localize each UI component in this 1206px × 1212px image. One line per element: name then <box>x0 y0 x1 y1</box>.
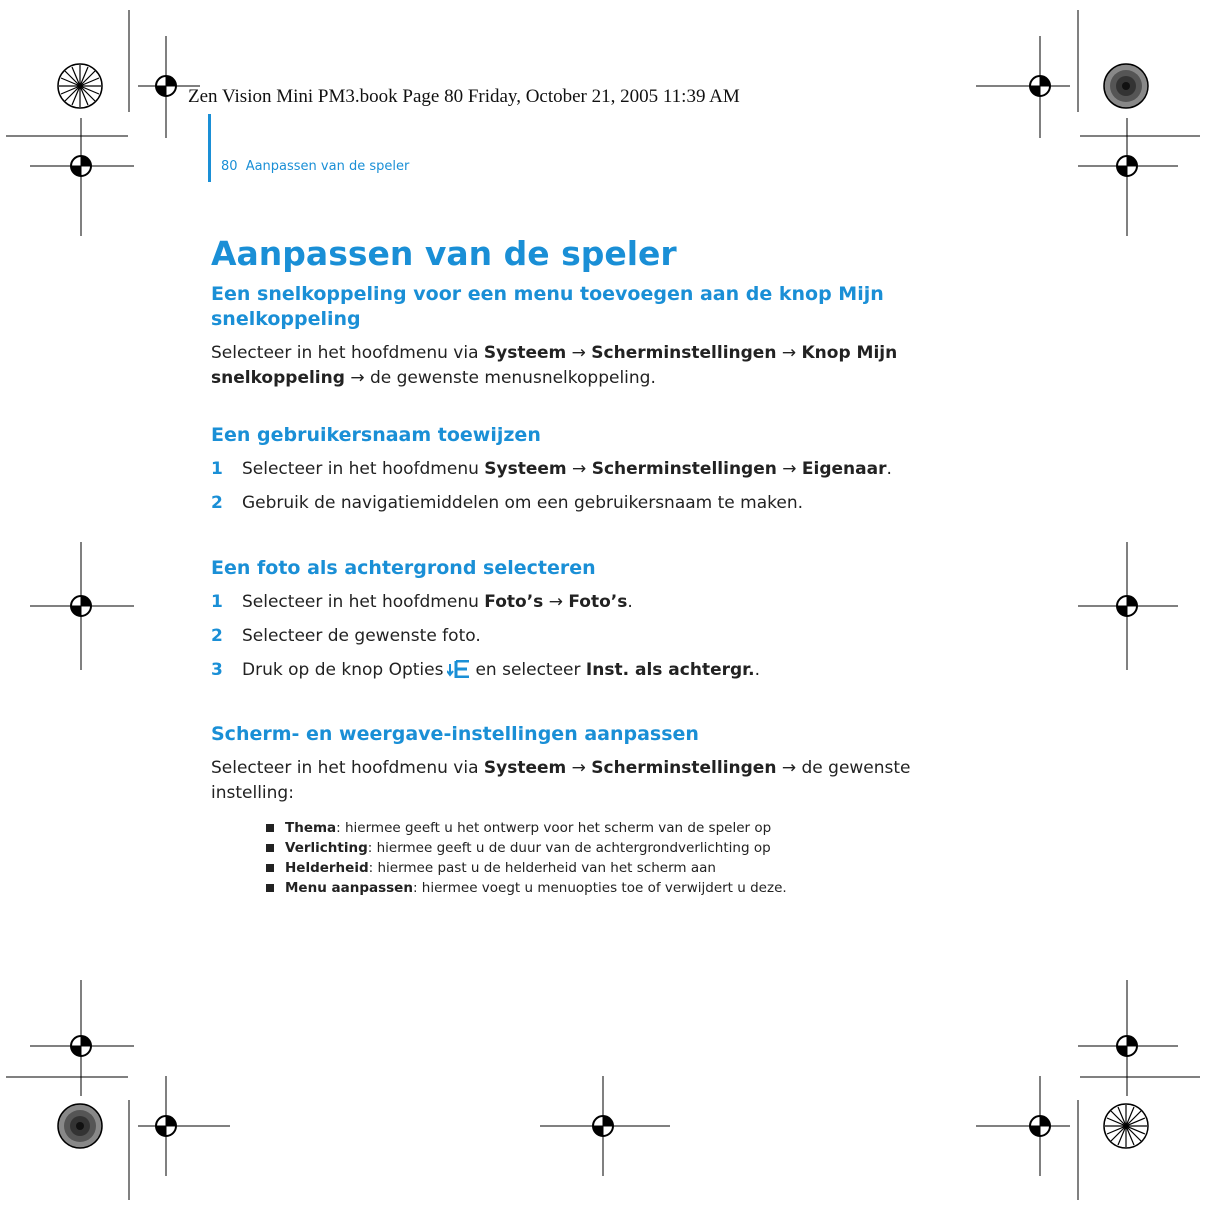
section-heading: Een snelkoppeling voor een menu toevoegen aan de knop Mijn snelkoppeling <box>211 283 884 330</box>
section-wallpaper <box>211 556 991 692</box>
section-text: Selecteer in het hoofdmenu via Systeem → Scherminstellingen → de gewenste instelling: <box>211 758 911 803</box>
list-item: 3 Druk op de knop Opties en selecteer Inst. als achtergr.. <box>211 660 760 680</box>
page-number: 80 <box>221 159 238 174</box>
list-item: Thema: hiermee geeft u het ontwerp voor het scherm van de speler op <box>266 818 991 838</box>
section-text: Selecteer in het hoofdmenu via Systeem → Scherminstellingen → Knop Mijn snelkoppeling → de gewenste menusnelkoppeling. <box>211 343 898 388</box>
section-heading: Een foto als achtergrond selecteren <box>211 557 596 579</box>
list-item: Menu aanpassen: hiermee voegt u menuopties toe of verwijdert u deze. <box>266 878 991 898</box>
list-item: 1 Selecteer in het hoofdmenu Systeem → Scherminstellingen → Eigenaar. <box>211 459 892 479</box>
list-item: 2 Gebruik de navigatiemiddelen om een gebruikersnaam te maken. <box>211 493 804 513</box>
page-content <box>211 232 991 896</box>
steps-list <box>211 590 991 683</box>
section-username <box>211 423 991 525</box>
list-item: 2 Selecteer de gewenste foto. <box>211 626 481 646</box>
section-heading: Scherm- en weergave-instellingen aanpassen <box>211 723 699 745</box>
header-rule <box>208 114 211 182</box>
running-head-title: Aanpassen van de speler <box>245 159 410 174</box>
section-shortcut <box>211 282 991 391</box>
section-display <box>211 722 991 898</box>
list-item: Helderheid: hiermee past u de helderheid van het scherm aan <box>266 858 991 878</box>
list-item: 1 Selecteer in het hoofdmenu Foto’s → Foto’s. <box>211 592 633 612</box>
book-slug: Zen Vision Mini PM3.book Page 80 Friday, October 21, 2005 11:39 AM <box>188 86 740 107</box>
options-icon <box>447 660 471 678</box>
steps-list <box>211 457 991 516</box>
running-head <box>221 159 409 174</box>
page-title: Aanpassen van de speler <box>211 234 677 273</box>
list-item: Verlichting: hiermee geeft u de duur van de achtergrondverlichting op <box>266 838 991 858</box>
section-heading: Een gebruikersnaam toewijzen <box>211 424 541 446</box>
settings-list <box>211 818 991 898</box>
